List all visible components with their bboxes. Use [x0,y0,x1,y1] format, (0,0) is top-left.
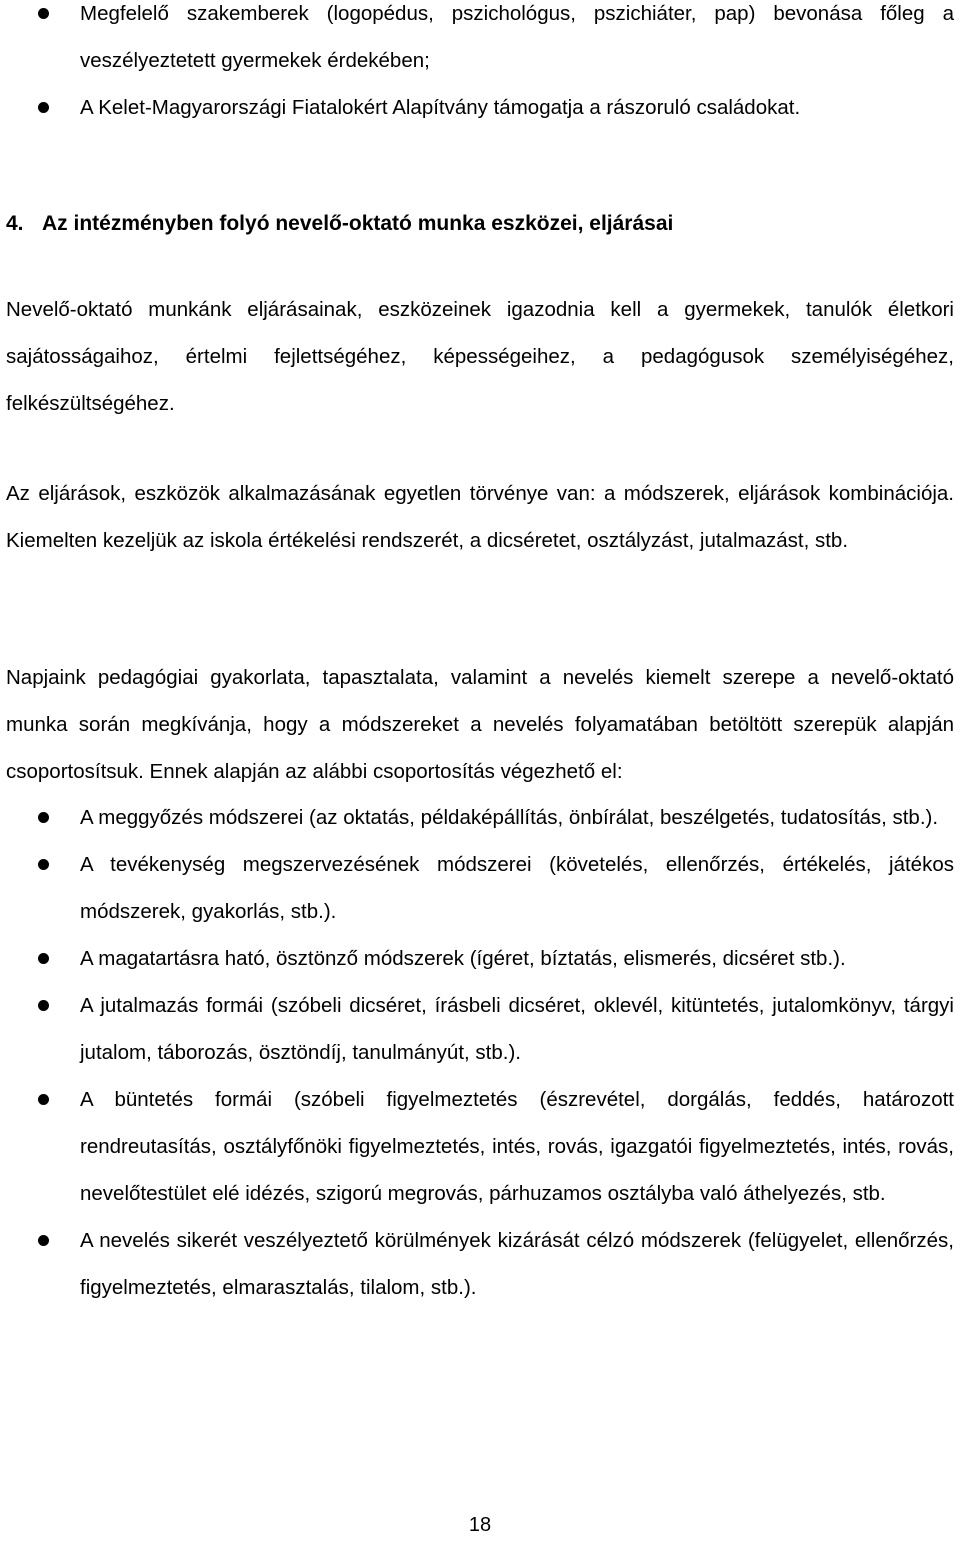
bullet-icon [38,102,49,113]
bullet-icon [38,859,49,870]
list-item-text: Megfelelő szakemberek (logopédus, pszichológus, pszichiáter, pap) bevonása főleg a veszélyeztetett gyermekek érdekében; [80,2,954,72]
bullet-icon [38,1094,49,1105]
section-title: Az intézményben folyó nevelő-oktató munka eszközei, eljárásai [42,212,674,235]
list-item-text: A magatartásra ható, ösztönző módszerek (ígéret, bíztatás, elismerés, dicséret stb.). [80,947,846,970]
list-item-text: A büntetés formái (szóbeli figyelmeztetés (észrevétel, dorgálás, feddés, határozott rendreutasítás, osztályfőnöki figyelmeztetés, intés, rovás, igazgatói figyelmeztetés, intés, rovás, nevelőtestület elé idézés, szigorú megrovás, párhuzamos osztályba való áthelyezés, stb. [80,1088,954,1205]
bullet-icon [38,8,49,19]
list-item [0,1076,960,1217]
top-bullet-list [0,0,960,131]
list-item [0,1217,960,1311]
list-item [0,0,960,84]
list-item-text: A jutalmazás formái (szóbeli dicséret, írásbeli dicséret, oklevél, kitüntetés, jutalomkönyv, tárgyi jutalom, táborozás, ösztöndíj, tanulmányút, stb.). [80,994,954,1064]
list-item [0,84,960,131]
bullet-icon [38,953,49,964]
list-item-text: A nevelés sikerét veszélyeztető körülmények kizárását célzó módszerek (felügyelet, ellenőrzés, figyelmeztetés, elmarasztalás, tilalom, stb.). [80,1229,954,1299]
list-item [0,794,960,841]
page-number: 18 [468,1514,492,1536]
paragraph: Nevelő-oktató munkánk eljárásainak, eszközeinek igazodnia kell a gyermekek, tanulók életkori sajátosságaihoz, értelmi fejlettségéhez, képességeihez, a pedagógusok személyiségéhez, felkészültségéhez. [6,298,954,415]
bullet-icon [38,1000,49,1011]
methods-bullet-list [0,794,960,1311]
paragraph: Az eljárások, eszközök alkalmazásának egyetlen törvénye van: a módszerek, eljárások kombinációja. Kiemelten kezeljük az iskola értékelési rendszerét, a dicséretet, osztályzást, jutalmazást, stb. [6,482,954,552]
list-item-text: A meggyőzés módszerei (az oktatás, példaképállítás, önbírálat, beszélgetés, tudatosítás, stb.). [80,806,939,829]
section-heading [6,200,673,247]
paragraph: Napjaink pedagógiai gyakorlata, tapasztalata, valamint a nevelés kiemelt szerepe a nevelő-oktató munka során megkívánja, hogy a módszereket a nevelés folyamatában betöltött szerepük alapján csoportosítsuk. Ennek alapján az alábbi csoportosítás végezhető el: [6,666,954,783]
list-item [0,982,960,1076]
list-item-text: A tevékenység megszervezésének módszerei (követelés, ellenőrzés, értékelés, játékos módszerek, gyakorlás, stb.). [80,853,954,923]
list-item [0,935,960,982]
bullet-icon [38,1235,49,1246]
bullet-icon [38,812,49,823]
list-item-text: A Kelet-Magyarországi Fiatalokért Alapítvány támogatja a rászoruló családokat. [80,96,801,119]
list-item [0,841,960,935]
section-number: 4. [6,212,24,235]
